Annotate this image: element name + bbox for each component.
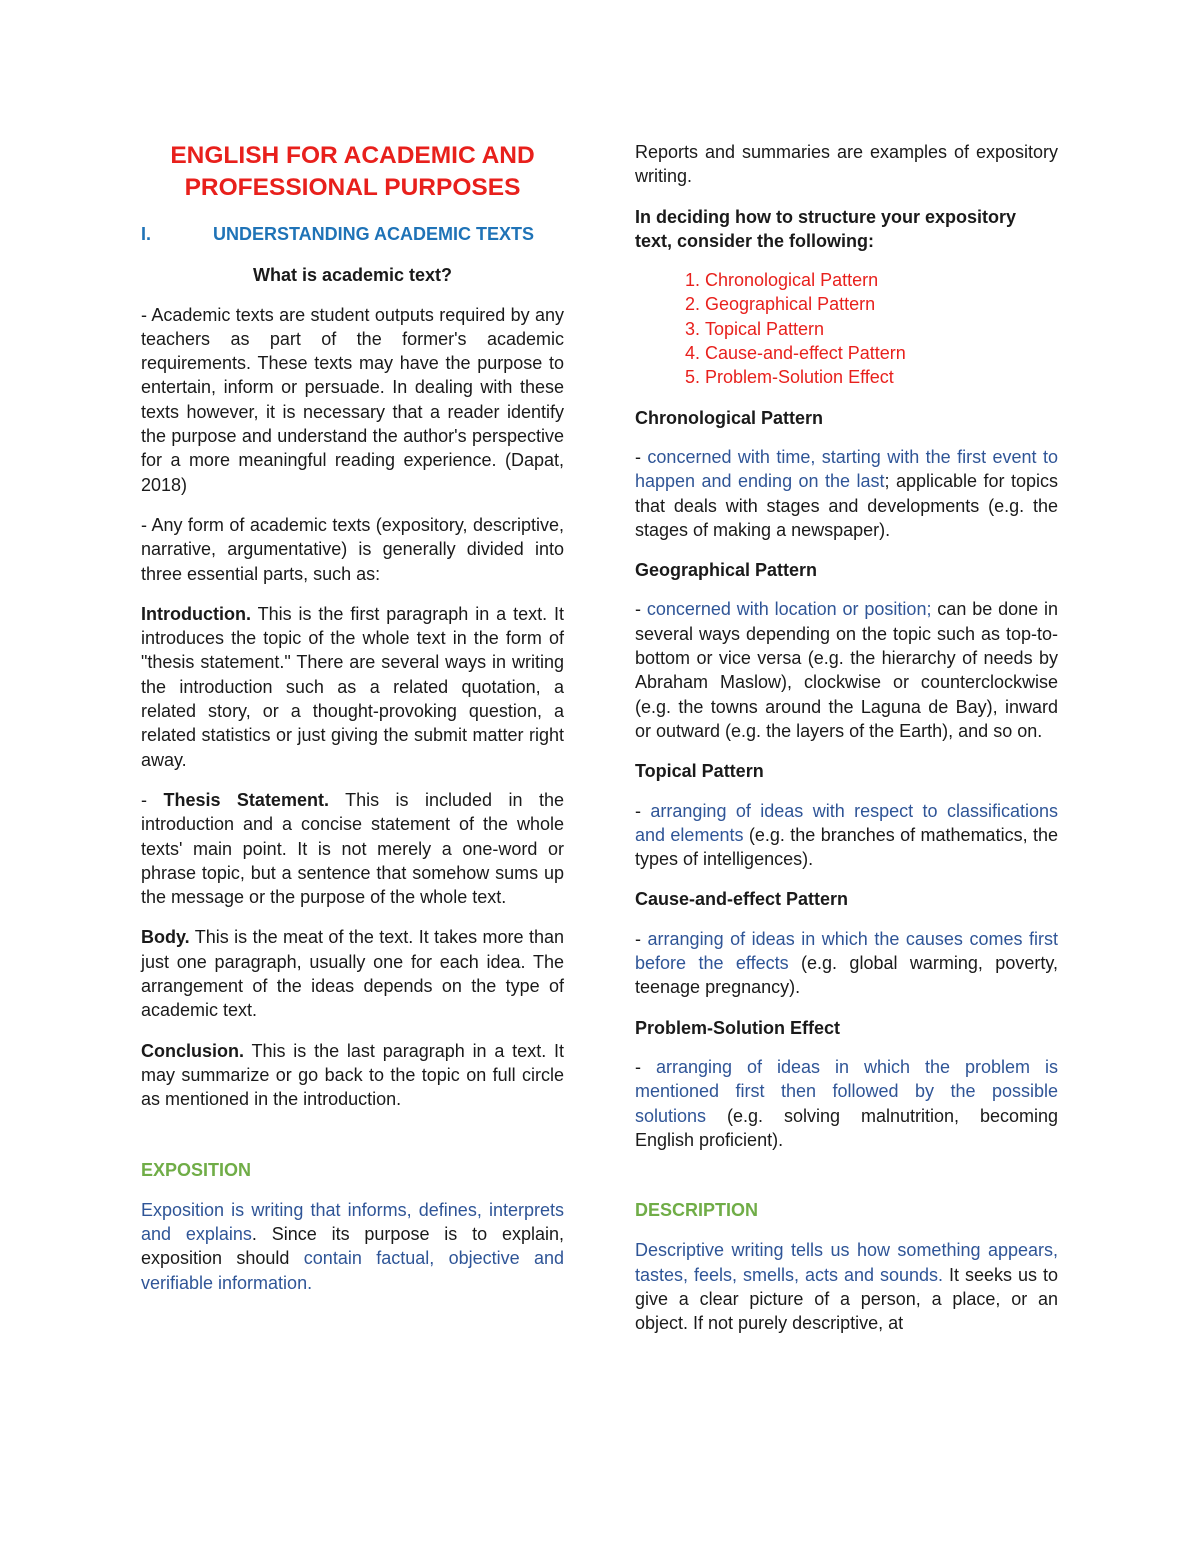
introduction-text: This is the first paragraph in a text. It introduces the topic of the whole text in the form of "thesis statement." There are several ways in writing the introduction such as a related quotation, a related story, or a thought-provoking question, a related statistics or just giving the submit matter right away. <box>141 603 564 770</box>
problem-solution-heading: Problem-Solution Effect <box>635 1017 841 1038</box>
exposition-def-mid: . Since its purpose is to explain, exposition should <box>141 1224 564 1269</box>
exposition-examples: Reports and summaries are examples of expository writing. <box>635 142 1058 187</box>
cause-effect-blue: arranging of ideas in which the causes comes first before the effects <box>635 928 1058 974</box>
document-title <box>141 140 564 204</box>
list-item: 2. Geographical Pattern <box>705 292 1058 316</box>
cause-effect-rest: (e.g. global warming, poverty, teenage pregnancy). <box>635 953 1059 998</box>
topical-text <box>635 799 1058 872</box>
dash: - <box>635 1056 656 1077</box>
structure-lead: In deciding how to structure your expository text, consider the following: <box>635 206 1017 251</box>
section-title: UNDERSTANDING ACADEMIC TEXTS <box>213 224 535 244</box>
geographical-text <box>635 597 1058 743</box>
conclusion-text: This is the last paragraph in a text. It may summarize or go back to the topic on full circle as mentioned in the introduction. <box>141 1040 564 1110</box>
thesis-paragraph <box>141 788 564 909</box>
problem-solution-blue: arranging of ideas in which the problem is mentioned first then followed by the possible solutions <box>635 1056 1059 1126</box>
problem-solution-rest: (e.g. solving malnutrition, becoming English proficient). <box>635 1105 1058 1150</box>
spacer <box>635 1168 1058 1198</box>
dash: - <box>635 599 647 620</box>
description-blue: Descriptive writing tells us how something appears, tastes, feels, smells, acts and sounds. <box>635 1240 1058 1285</box>
conclusion-paragraph <box>141 1039 564 1112</box>
list-item: 1. Chronological Pattern <box>705 268 1058 292</box>
cause-effect-heading: Cause-and-effect Pattern <box>635 889 849 910</box>
thesis-dash: - <box>141 789 164 810</box>
conclusion-label: Conclusion. <box>141 1040 244 1061</box>
description-rest: It seeks us to give a clear picture of a person, a place, or an object. If not purely descriptive, at <box>635 1264 1058 1334</box>
dash: - <box>635 800 651 821</box>
topical-rest: (e.g. the branches of mathematics, the types of intelligences). <box>635 824 1058 870</box>
dash: - <box>635 446 648 467</box>
description-text <box>635 1238 1058 1335</box>
topical-blue: arranging of ideas with respect to classifications and elements <box>635 800 1058 845</box>
subheading-question: What is academic text? <box>252 265 453 286</box>
left-column <box>141 140 564 1311</box>
chronological-rest: ; applicable for topics that deals with stages and developments (e.g. the stages of making a newspaper). <box>635 471 1058 540</box>
chronological-text <box>635 445 1058 542</box>
academic-text-definition: - Academic texts are student outputs required by any teachers as part of the former's academic requirements. These texts may have the purpose to entertain, inform or persuade. In dealing with these texts however, it is necessary that a reader identify the purpose and understand the author's perspective for a more meaningful reading experience. (Dapat, 2018) <box>141 304 564 495</box>
body-paragraph <box>141 925 564 1022</box>
thesis-label: Thesis Statement. <box>163 789 329 810</box>
exposition-heading: EXPOSITION <box>141 1159 252 1180</box>
spacer <box>141 1128 564 1158</box>
thesis-text: This is included in the introduction and a concise statement of the whole texts' main point. It is not merely a one-word or phrase topic, but a sentence that somehow sums up the message or the purpose of the whole text. <box>141 789 564 908</box>
exposition-def-blue: Exposition is writing that informs, defines, interprets and explains <box>141 1199 564 1245</box>
pattern-list <box>635 268 1058 389</box>
chronological-heading: Chronological Pattern <box>635 407 824 428</box>
right-column <box>635 140 1058 1352</box>
introduction-paragraph <box>141 602 564 772</box>
title-line-1: ENGLISH FOR ACADEMIC AND <box>170 142 535 169</box>
section-heading <box>141 222 564 246</box>
dash: - <box>635 928 648 949</box>
academic-text-parts-intro: - Any form of academic texts (expository, descriptive, narrative, argumentative) is generally divided into three essential parts, such as: <box>141 514 564 584</box>
title-line-2: PROFESSIONAL PURPOSES <box>184 174 521 201</box>
topical-heading: Topical Pattern <box>635 761 764 782</box>
body-label: Body. <box>141 927 190 948</box>
list-item: 3. Topical Pattern <box>705 317 1058 341</box>
description-heading: DESCRIPTION <box>635 1200 759 1221</box>
chronological-blue: concerned with time, starting with the first event to happen and ending on the last <box>635 446 1058 492</box>
body-text: This is the meat of the text. It takes more than just one paragraph, usually one for each idea. The arrangement of the ideas depends on the type of academic text. <box>141 927 564 1021</box>
geographical-rest: can be done in several ways depending on the topic such as top-to-bottom or vice versa (e.g. the hierarchy of needs by Abraham Maslow), clockwise or counterclockwise (e.g. the towns around the Laguna de Bay), inward or outward (e.g. the layers of the Earth), and so on. <box>635 599 1058 741</box>
problem-solution-text <box>635 1055 1058 1152</box>
exposition-def-blue-2: contain factual, objective and verifiable information. <box>141 1248 564 1293</box>
cause-effect-text <box>635 927 1058 1000</box>
list-item: 4. Cause-and-effect Pattern <box>705 341 1058 365</box>
list-item: 5. Problem-Solution Effect <box>705 365 1058 389</box>
exposition-definition <box>141 1198 564 1295</box>
geographical-heading: Geographical Pattern <box>635 560 818 581</box>
introduction-label: Introduction. <box>141 603 251 624</box>
section-number: I. <box>141 224 152 244</box>
geographical-blue: concerned with location or position; <box>646 599 932 620</box>
